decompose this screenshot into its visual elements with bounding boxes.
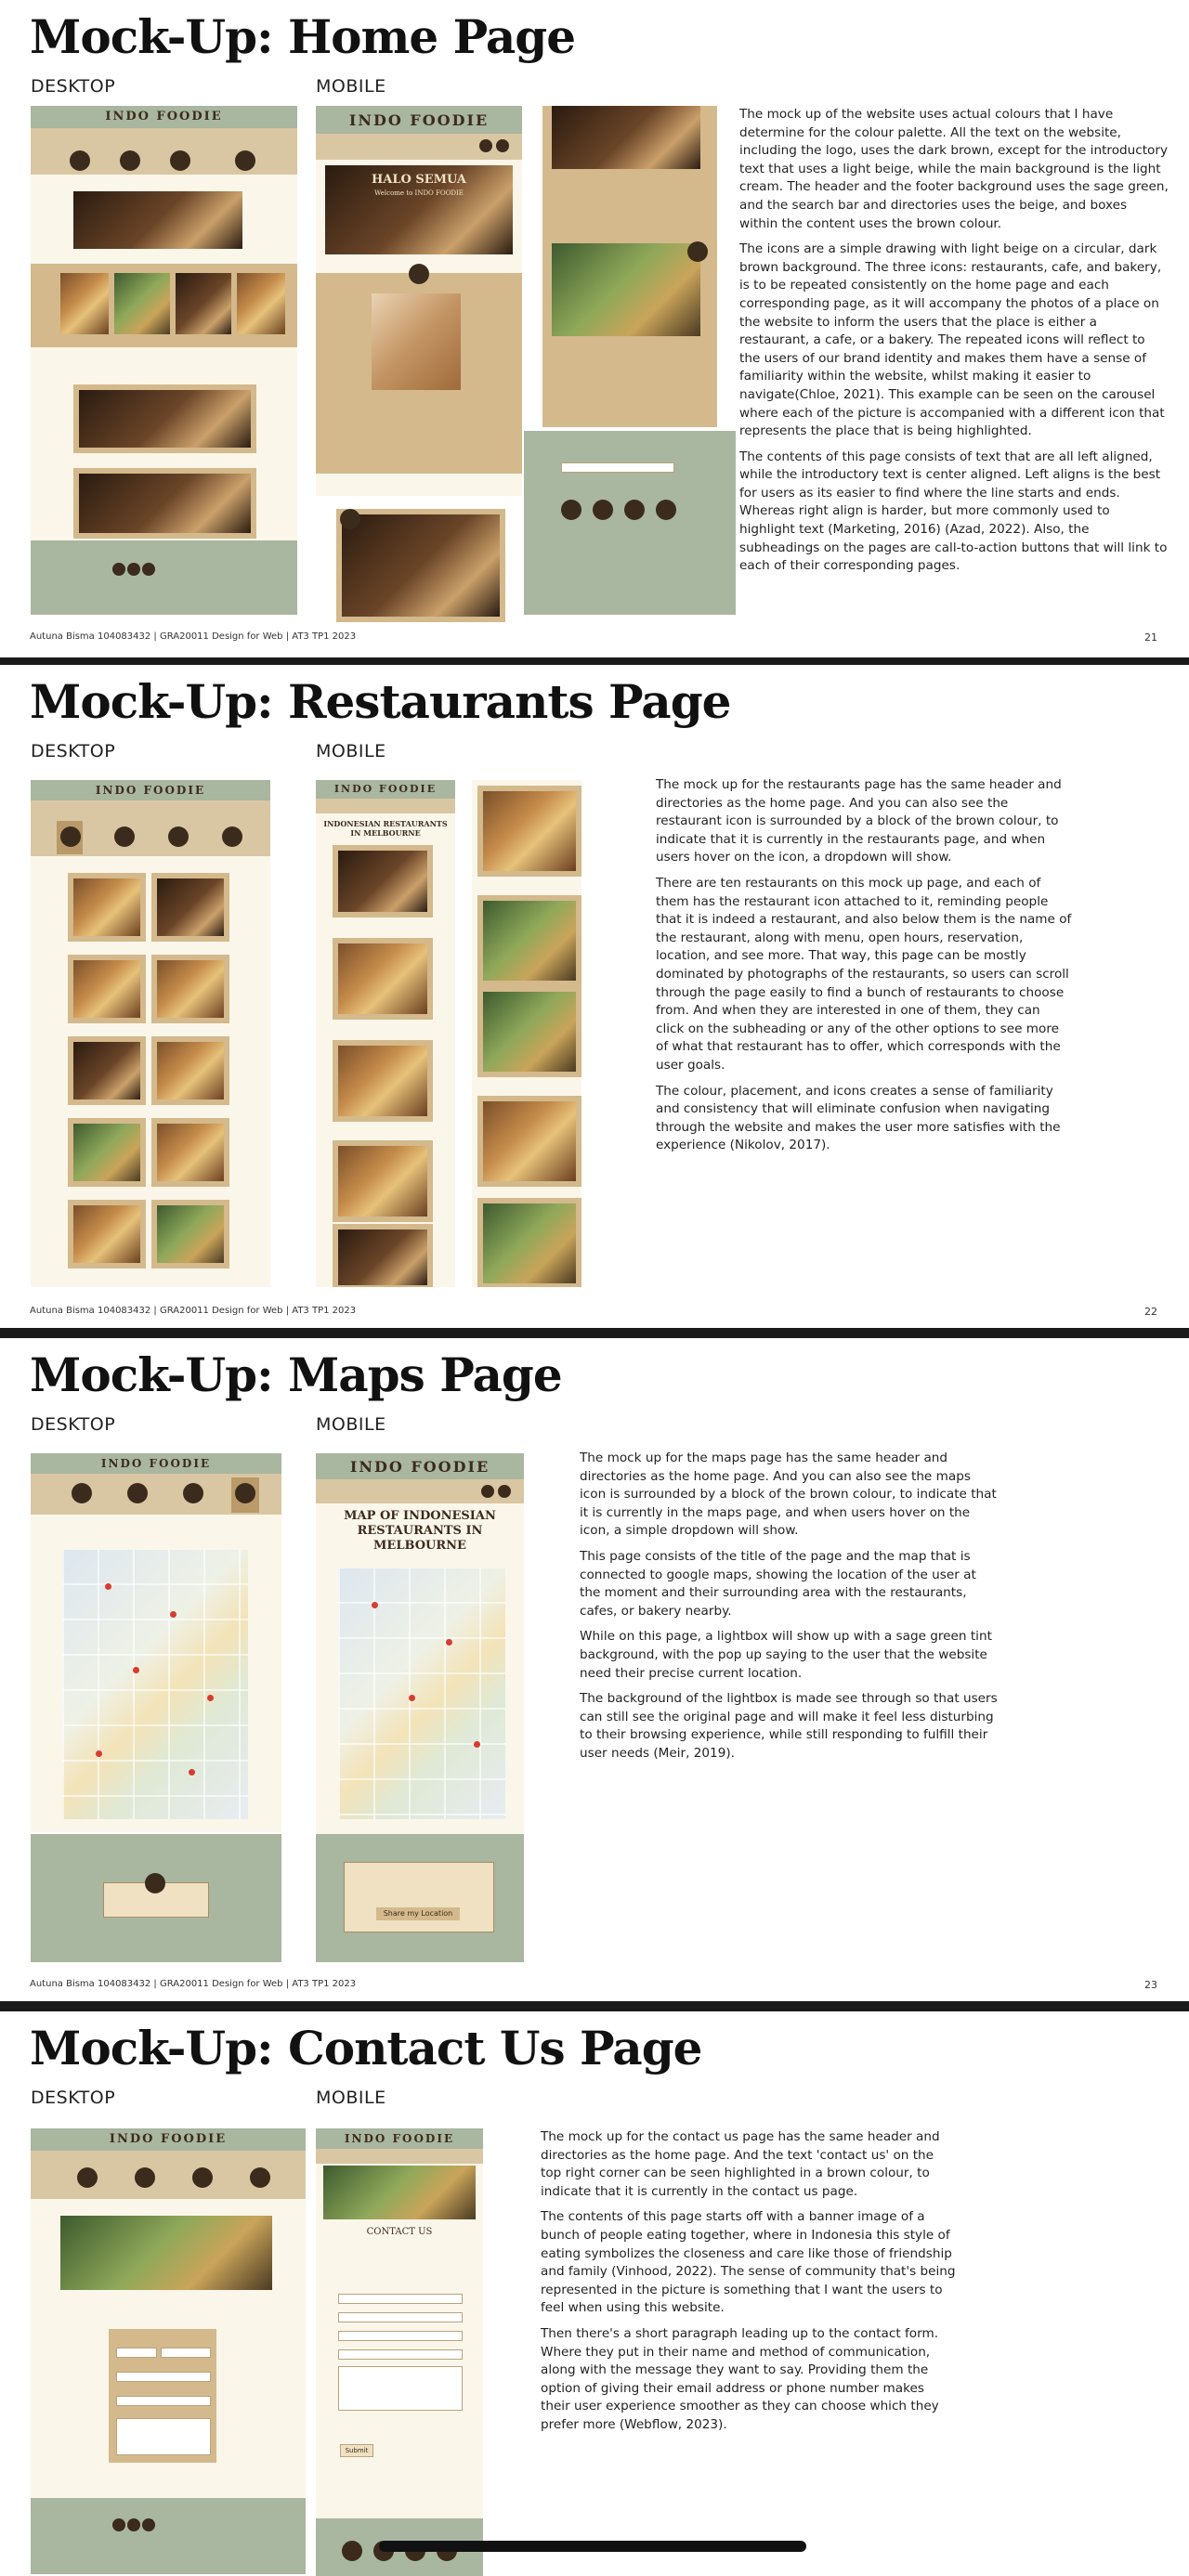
mobile-contact-mockup (316, 2128, 483, 2576)
mobile-lightbox (316, 1834, 524, 1962)
paragraph: The icons are a simple drawing with light beige on a circular, dark brown background. The three icons: restaurants, cafe, and bakery, is to be repeated consistently on the home page and each corresponding page, as it will accompany the photos of a place on the website to inform the users that the place is either a restaurant, a cafe, or a bakery. The repeated icons will reflect to the users of our brand identity and makes them have a sense of familiarity within the website, whilst making it easier to navigate(Chloe, 2021). This example can be seen on the carousel where each of the picture is accompanied with a different icon that represents the place that is being highlighted. (739, 241, 1165, 439)
paragraph: The mock up for the contact us page has the same header and directories as the home page. And the text 'contact us' on the top right corner can be seen highlighted in a brown colour, to indicate that it is currently in the contact us page. (541, 2129, 940, 2199)
desktop-maps-mockup (31, 1453, 281, 1832)
description (656, 776, 1072, 1163)
footer-credit: Autuna Bisma 104083432 | GRA20011 Design for Web | AT3 TP1 2023 (30, 1979, 357, 1989)
page-number: 22 (1144, 1306, 1157, 1318)
share-location-button[interactable]: Share my Location (376, 1907, 460, 1920)
slide-title: Mock-Up: Restaurants Page (30, 674, 731, 729)
page-heading: INDONESIAN RESTAURANTS IN MELBOURNE (323, 819, 448, 838)
footer-credit: Autuna Bisma 104083432 | GRA20011 Design for Web | AT3 TP1 2023 (30, 1306, 357, 1316)
mobile-label: MOBILE (316, 2088, 386, 2108)
paragraph: While on this page, a lightbox will show up with a sage green tint background, with the pop up saying to the user that the website need their precise current location. (580, 1629, 992, 1681)
desktop-lightbox (31, 1834, 281, 1962)
paragraph: The contents of this page starts off with a banner image of a bunch of people eating together, where in Indonesia this style of eating symbolizes the closeness and care like those of friendship and family (Vinhood, 2022). The sense of community that's being represented in the picture is something that I want the users to feel when using this website. (541, 2209, 956, 2316)
submit-button[interactable]: Submit (340, 2444, 373, 2457)
halo-subtitle: Welcome to INDO FOODIE (374, 189, 464, 197)
page-heading: MAP OF INDONESIAN RESTAURANTS IN MELBOURNE (344, 1509, 496, 1553)
slide-title: Mock-Up: Home Page (30, 9, 576, 64)
restaurant-icon (70, 150, 90, 171)
logo: INDO FOODIE (348, 111, 490, 129)
paragraph: The mock up of the website uses actual colours that I have determine for the colour palette. All the text on the website, including the logo, uses the dark brown, except for the introductory text that uses a light beige, while the main background is the light cream. The header and the footer background uses the sage green, and the search bar and directories uses the beige, and boxes within the content uses the brown colour. (739, 107, 1169, 231)
logo: INDO FOODIE (105, 110, 223, 124)
halo-heading: HALO SEMUA (371, 173, 467, 187)
desktop-label: DESKTOP (31, 741, 116, 761)
logo: INDO FOODIE (109, 2132, 228, 2146)
mobile-home-mockup-2 (542, 106, 717, 427)
footer (31, 2498, 306, 2574)
paragraph: The contents of this page consists of text that are all left aligned, while the introductory text is center aligned. Left aligns is the best for users as its easier to find where the line starts and ends. Whereas right align is harder, but more commonly used to highlight text (Marketing, 2016) (Azad, 2022). Also, the subheadings on the pages are call-to-action buttons that will link to each of their corresponding pages. (739, 449, 1168, 574)
desktop-label: DESKTOP (31, 1414, 116, 1435)
place-card (73, 384, 256, 453)
slide-restaurants (0, 665, 1189, 1328)
bakery-icon (170, 150, 190, 171)
mobile-label: MOBILE (316, 1414, 386, 1435)
slide-title: Mock-Up: Maps Page (30, 1347, 562, 1402)
desktop-home-mockup (31, 106, 297, 615)
footer-credit: Autuna Bisma 104083432 | GRA20011 Design for Web | AT3 TP1 2023 (30, 631, 357, 642)
slide-contact (0, 2011, 1189, 2576)
logo: INDO FOODIE (95, 784, 206, 797)
description (739, 106, 1169, 583)
logo: INDO FOODIE (333, 783, 438, 795)
paragraph: The background of the lightbox is made see through so that users can still see the original page and will make it feel less disturbing to their browsing experience, while still responding to fulfill their user needs (Meir, 2019). (580, 1691, 998, 1761)
place-card (336, 509, 505, 622)
logo: INDO FOODIE (100, 1457, 212, 1470)
intro-banner (73, 191, 242, 249)
home-indicator[interactable] (379, 2541, 806, 2552)
paragraph: The mock up for the restaurants page has the same header and directories as the home page. And you can also see the restaurant icon is surrounded by a block of the brown colour, to indicate that it is currently in the restaurants page, and when users hover on the icon, a dropdown will show. (656, 777, 1062, 865)
mobile-restaurants-mockup-2 (472, 780, 581, 1287)
mobile-label: MOBILE (316, 76, 386, 97)
map[interactable] (338, 1568, 505, 1819)
slide-home (0, 0, 1189, 657)
desktop-label: DESKTOP (31, 76, 116, 97)
paragraph: There are ten restaurants on this mock up page, and each of them has the restaurant icon attached to it, reminding people that it is indeed a restaurant, and also below them is the name of the restaurant, along with menu, open hours, reservation, location, and see more. That way, this page can be mostly dominated by photographs of the restaurants, so users can scroll through the page easily to find a bunch of restaurants to choose from. And when they are interested in one of them, they can click on the subheading or any of the other options to see more of what that restaurant has to offer, which corresponds with the user goals. (656, 875, 1072, 1073)
cafe-icon (409, 264, 429, 284)
slide-title: Mock-Up: Contact Us Page (30, 2021, 702, 2075)
paragraph: This page consists of the title of the page and the map that is connected to google maps, showing the location of the user at the moment and their surrounding area with the restaurants, cafes, or bakery nearby. (580, 1548, 976, 1619)
paragraph: The colour, placement, and icons creates a sense of familiarity and consistency that will eliminate confusion when navigating through the website and makes the user more satisfies with the experience (Nikolov, 2017). (656, 1083, 1061, 1153)
cafe-icon (120, 150, 140, 171)
logo: INDO FOODIE (344, 2132, 455, 2145)
footer (31, 540, 297, 615)
description (580, 1450, 998, 1771)
banner-image (60, 2216, 272, 2290)
paragraph: Then there's a short paragraph leading up to the contact form. Where they put in their name and method of communication, along with the message they want to say. Providing them the option of giving their email address or phone number makes their user experience smoother as they can choose which they prefer more (Webflow, 2023). (541, 2325, 939, 2432)
page-number: 23 (1144, 1979, 1157, 1991)
mobile-label: MOBILE (316, 741, 386, 761)
description (541, 2128, 957, 2442)
paragraph: The mock up for the maps page has the same header and directories as the home page. And you can also see the maps icon is surrounded by a block of the brown colour, to indicate that it is currently in the maps page, and when users hover on the icon, a simple dropdown will show. (580, 1451, 997, 1539)
desktop-contact-mockup (31, 2128, 306, 2574)
desktop-label: DESKTOP (31, 2088, 116, 2108)
contact-heading: CONTACT US (366, 2227, 433, 2237)
logo: INDO FOODIE (349, 1458, 490, 1476)
slide-maps (0, 1338, 1189, 2001)
page-number: 21 (1144, 631, 1157, 644)
place-card (73, 468, 256, 539)
maps-icon (235, 150, 255, 171)
mobile-maps-mockup (316, 1453, 524, 1834)
mobile-restaurants-mockup (316, 780, 455, 1287)
location-popup (344, 1862, 494, 1932)
mobile-footer-mockup (524, 431, 736, 615)
desktop-restaurants-mockup (31, 780, 270, 1287)
map[interactable] (62, 1550, 248, 1819)
mobile-home-mockup (316, 106, 522, 496)
